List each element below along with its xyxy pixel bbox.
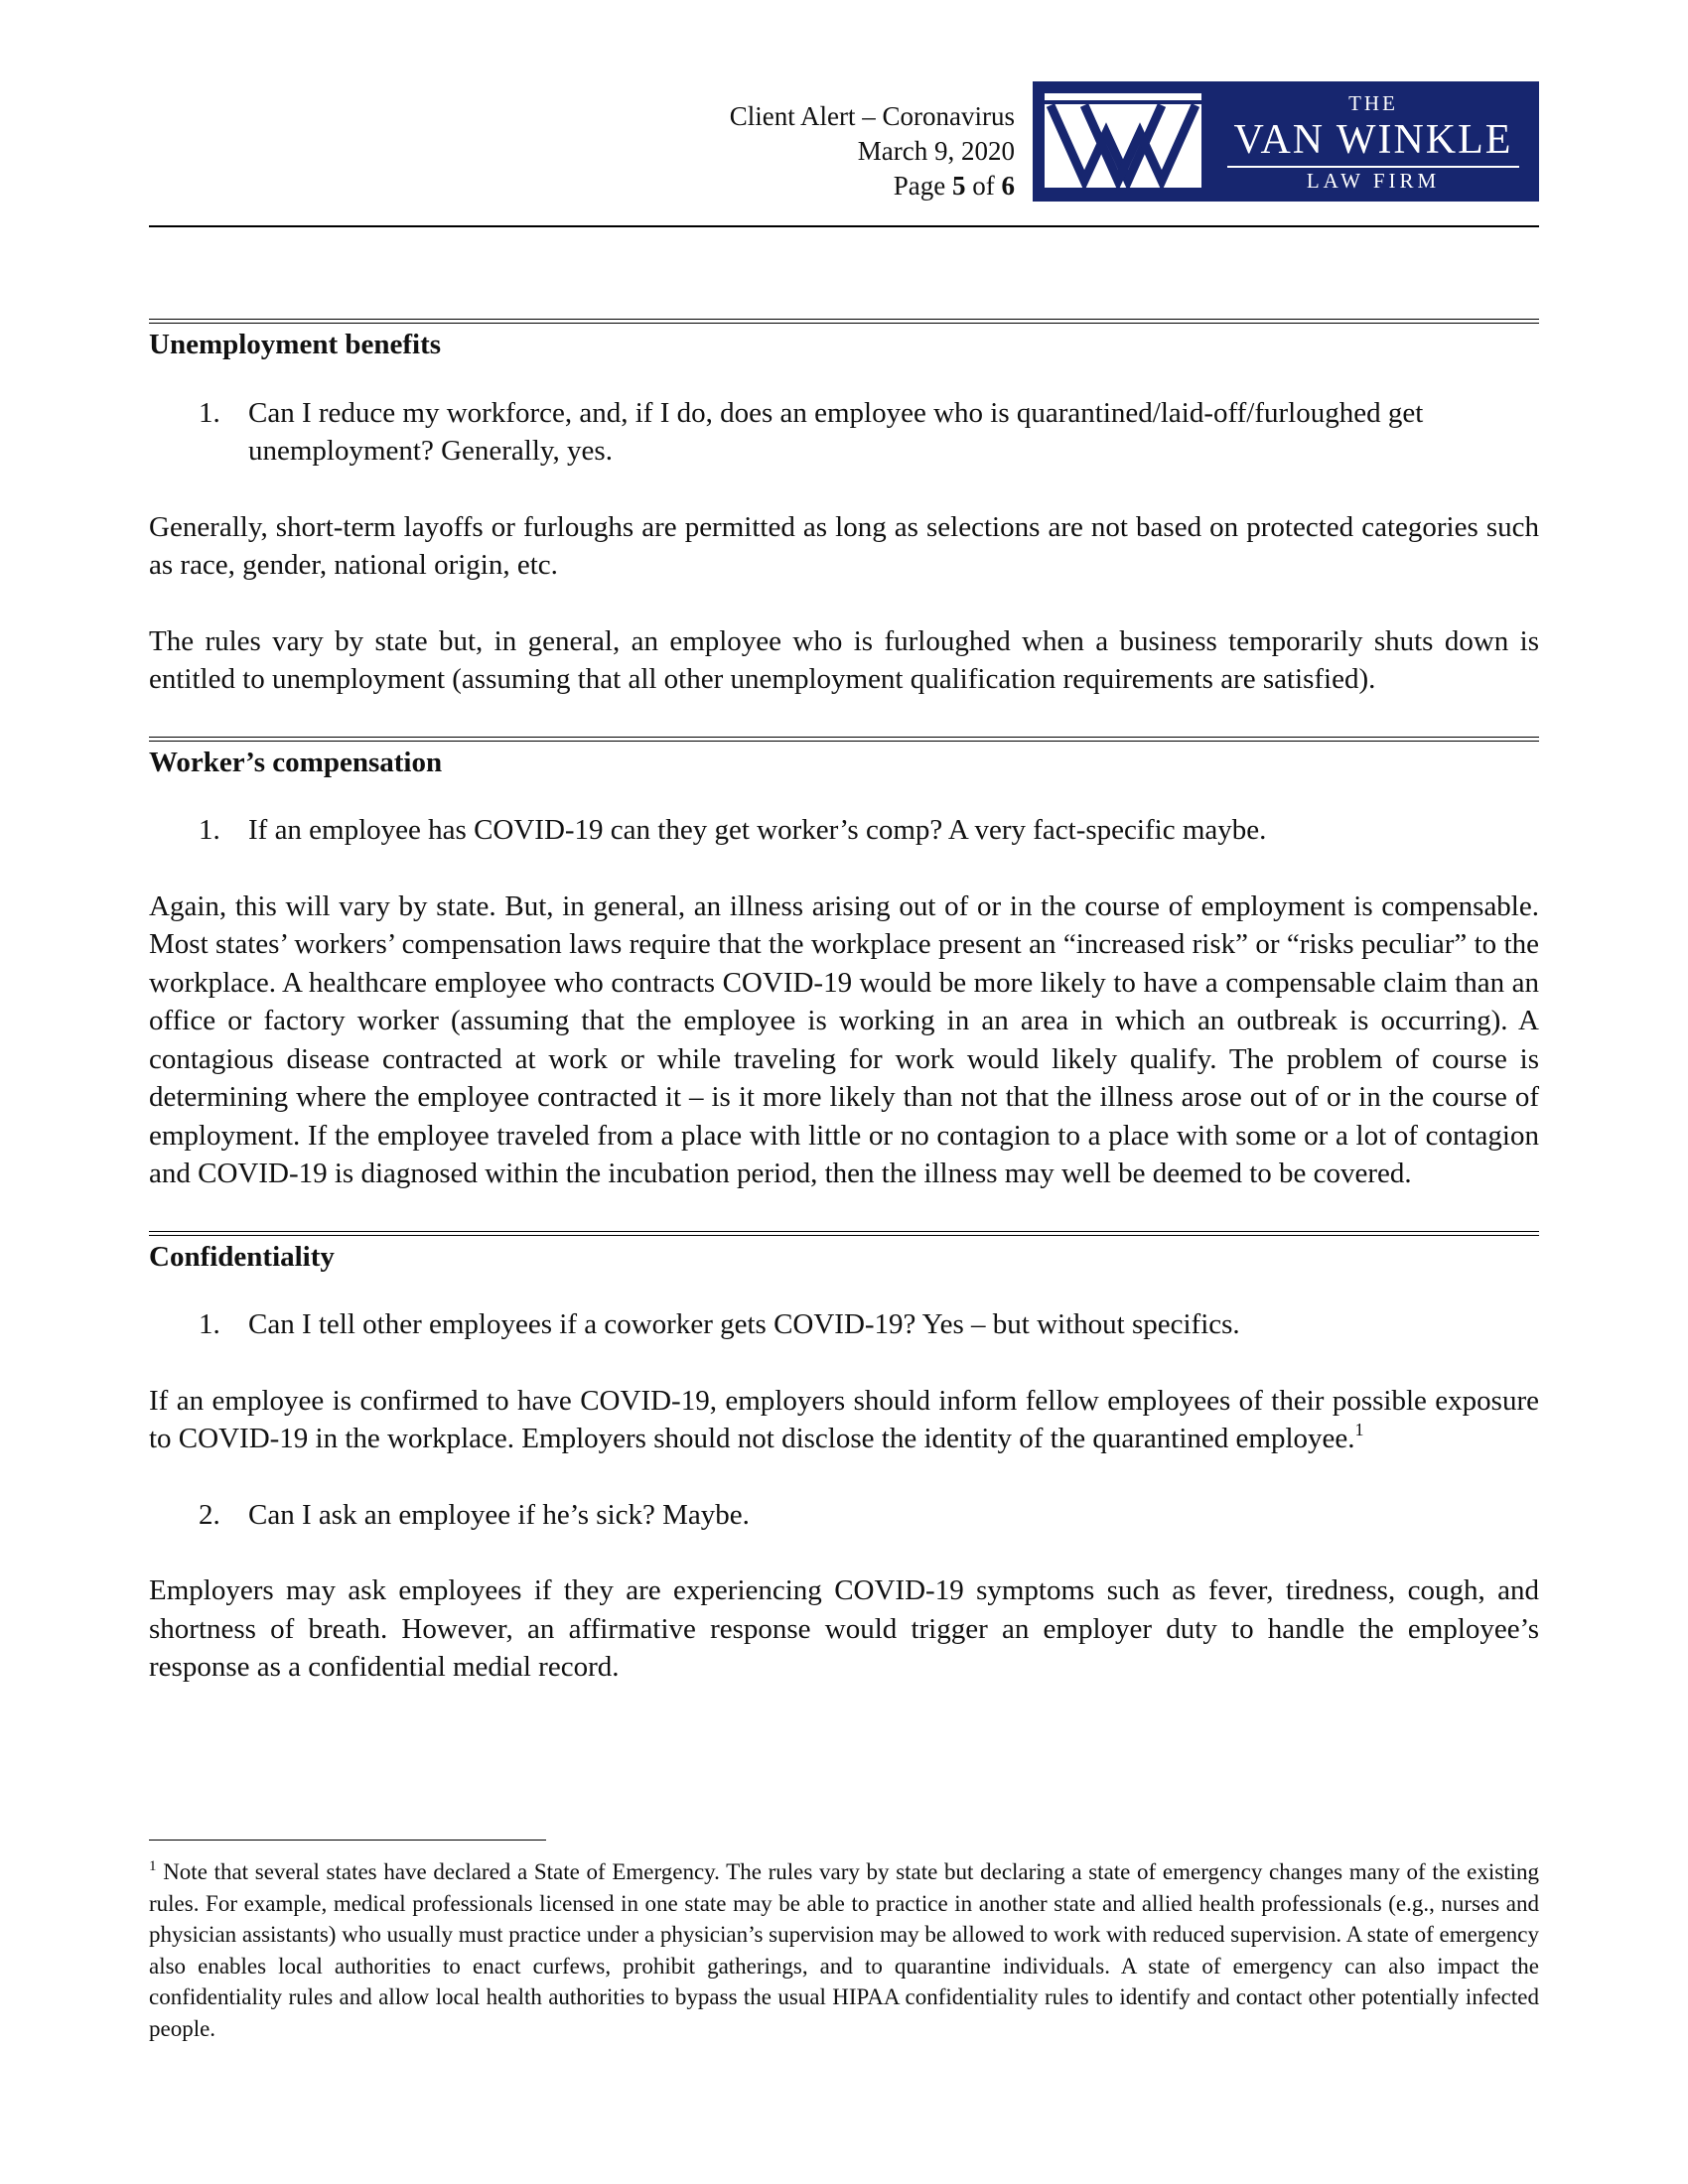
section-confidentiality — [149, 1231, 1539, 1687]
document-body — [149, 319, 1539, 1724]
paragraph: Again, this will vary by state. But, in general, an illness arising out of or in the course of employment is compensable. Most states’ workers’ compensation laws require that the workplace present an “increased risk” or “risks peculiar” to the workplace. A healthcare employee who contracts COVID-19 would be more likely to have a compensable claim than an office or factory worker (assuming that the employee is working in an area in which an outbreak is occurring). A contagious disease contracted at work or while traveling for work would likely qualify. The problem of course is determining where the employee contracted it – is it more likely than not that the illness arose out of or in the course of employment. If the employee traveled from a place with little or no contagion to a place with some or a lot of contagion and COVID-19 is diagnosed within the incubation period, then the illness may well be deemed to be covered. — [149, 889, 1539, 1189]
footnote-divider — [149, 1840, 546, 1841]
paragraph: If an employee is confirmed to have COVID-19, employers should inform fellow employees of their possible exposure to COVID-19 in the workplace. Employers should not disclose the identity of the quarantined employee.$^1$ — [149, 1384, 1539, 1454]
paragraph: Employers may ask employees if they are experiencing COVID-19 symptoms such as fever, tiredness, cough, and shortness of breath. However, an affirmative response would trigger an employer duty to handle the employee’s response as a confidential medial record. — [149, 1574, 1539, 1683]
footnote — [149, 1856, 1539, 2044]
section-title: Confidentiality — [149, 1240, 335, 1273]
header-divider — [149, 225, 1539, 227]
page-number: Page 5 of 6 — [893, 171, 1015, 201]
firm-logo — [1033, 81, 1539, 202]
footnote-marker: 1 — [149, 1858, 157, 1874]
footnote-ref[interactable]: 1 — [1354, 1420, 1364, 1439]
question-item: 1. Can I reduce my workforce, and, if I do, does an employee who is quarantined/laid-off/furloughed get unemployment? Generally, yes. — [199, 396, 1424, 467]
page-current: 5 — [952, 171, 966, 201]
page-header — [149, 81, 1539, 203]
paragraph: The rules vary by state but, in general, an employee who is furloughed when a business temporarily shuts down is entitled to unemployment (assuming that all other unemployment qualification requirements are satisfied). — [149, 624, 1539, 695]
paragraph: Generally, short-term layoffs or furloughs are permitted as long as selections are not based on protected categories such as race, gender, national origin, etc. — [149, 510, 1539, 581]
logo-wordmark: THE VAN WINKLE LAW FIRM — [1217, 81, 1529, 202]
header-text — [730, 99, 1015, 204]
question-item: 2. Can I ask an employee if he’s sick? Maybe. — [199, 1498, 750, 1531]
question-item: 1. Can I tell other employees if a coworker gets COVID-19? Yes – but without specifics. — [199, 1308, 1240, 1340]
footnote-text: Note that several states have declared a State of Emergency. The rules vary by state but declaring a state of emergency changes many of the existing rules. For example, medical professionals licensed in one state may be able to practice in another state and allied health professionals (e.g., nurses and physician assistants) who usually must practice under a physician’s supervision may be allowed to work with reduced supervision. A state of emergency also enables local authorities to enact curfews, prohibit gatherings, and to quarantine individuals. A state of emergency can also impact the confidentiality rules and allow local health authorities to bypass the usual HIPAA confidentiality rules to identify and contact other potentially infected people. — [149, 1859, 1539, 2041]
page-total: 6 — [1001, 171, 1015, 201]
alert-title: Client Alert – Coronavirus — [729, 101, 1015, 131]
logo-divider — [1227, 166, 1519, 168]
section-unemployment — [149, 319, 1539, 699]
section-workers-comp — [149, 737, 1539, 1193]
alert-date: March 9, 2020 — [857, 136, 1015, 166]
vw-monogram-icon — [1045, 93, 1201, 188]
section-title: Worker’s compensation — [149, 746, 443, 778]
section-title: Unemployment benefits — [149, 329, 442, 360]
question-item: 1. If an employee has COVID-19 can they get worker’s comp? A very fact-specific maybe. — [199, 814, 1267, 846]
